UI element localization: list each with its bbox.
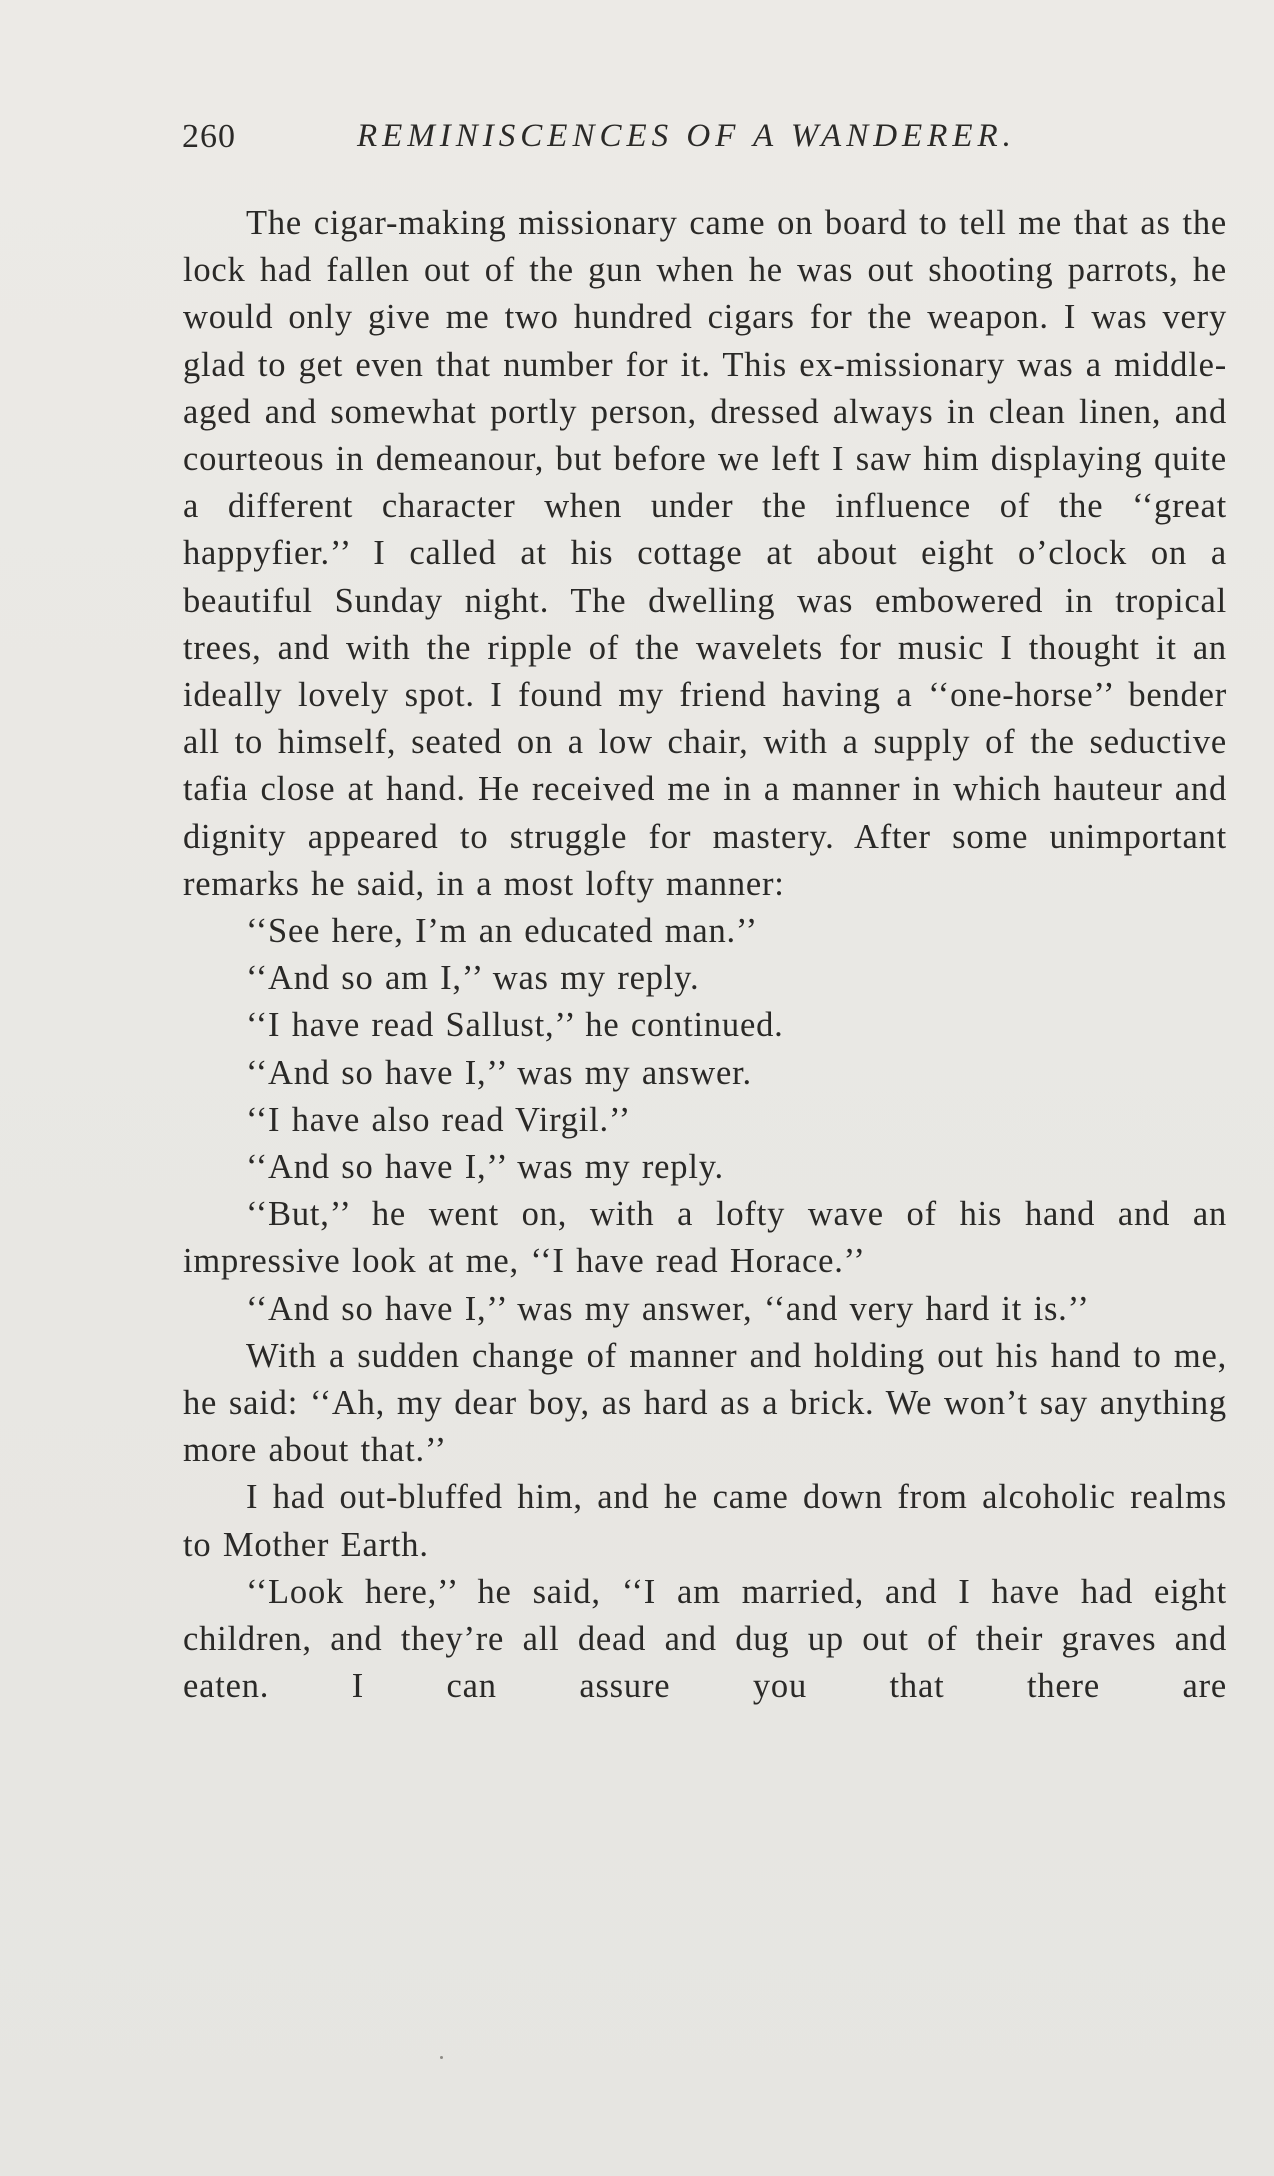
paragraph-so-have-i-answer: ‘‘And so have I,’’ was my answer. — [246, 1053, 752, 1092]
paragraph-educated-man: ‘‘See here, I’m an educated man.’’ — [246, 912, 758, 951]
paragraph-hard-as-brick: With a sudden change of manner and holding out his hand to me, he said: ‘‘Ah, my dear boy, as hard as a brick. We won’t say anything more about that.’’ — [183, 1336, 1227, 1470]
page-number: 260 — [182, 118, 236, 155]
paragraph-so-have-i-reply: ‘‘And so have I,’’ was my reply. — [246, 1148, 724, 1187]
body-text — [183, 200, 1227, 1711]
book-title: REMINISCENCES OF A WANDERER. — [357, 118, 1016, 154]
paragraph-so-am-i: ‘‘And so am I,’’ was my reply. — [246, 959, 700, 998]
paragraph-very-hard: ‘‘And so have I,’’ was my answer, ‘‘and very hard it is.’’ — [246, 1289, 1090, 1328]
paper-speck — [440, 2056, 443, 2059]
paragraph-out-bluffed: I had out-bluffed him, and he came down from alcoholic realms to Mother Earth. — [183, 1478, 1227, 1564]
running-head — [182, 118, 1112, 168]
paragraph-sallust: ‘‘I have read Sallust,’’ he continued. — [246, 1006, 784, 1045]
paragraph-virgil: ‘‘I have also read Virgil.’’ — [246, 1100, 632, 1139]
paragraph-horace: ‘‘But,’’ he went on, with a lofty wave of his hand and an impressive look at me, ‘‘I have read Horace.’’ — [183, 1195, 1227, 1281]
paragraph-missionary: The cigar-making missionary came on board to tell me that as the lock had fallen out of the gun when he was out shooting parrots, he would only give me two hundred cigars for the weapon. I was very glad to get even that number for it. This ex-missionary was a middle-aged and somewhat portly person, dressed always in clean linen, and courteous in demeanour, but before we left I saw him displaying quite a different character when under the influence of the ‘‘great happyfier.’’ I called at his cottage at about eight o’clock on a beautiful Sunday night. The dwelling was embowered in tropical trees, and with the ripple of the wavelets for music I thought it an ideally lovely spot. I found my friend having a ‘‘one-horse’’ bender all to himself, seated on a low chair, with a supply of the seductive tafia close at hand. He received me in a manner in which hauteur and dignity appeared to struggle for mastery. After some unimportant remarks he said, in a most lofty manner: — [183, 204, 1227, 903]
paragraph-look-here: ‘‘Look here,’’ he said, ‘‘I am married, and I have had eight children, and they’re all dead and dug up out of their graves and eaten. I can assure you that there are — [183, 1572, 1227, 1706]
